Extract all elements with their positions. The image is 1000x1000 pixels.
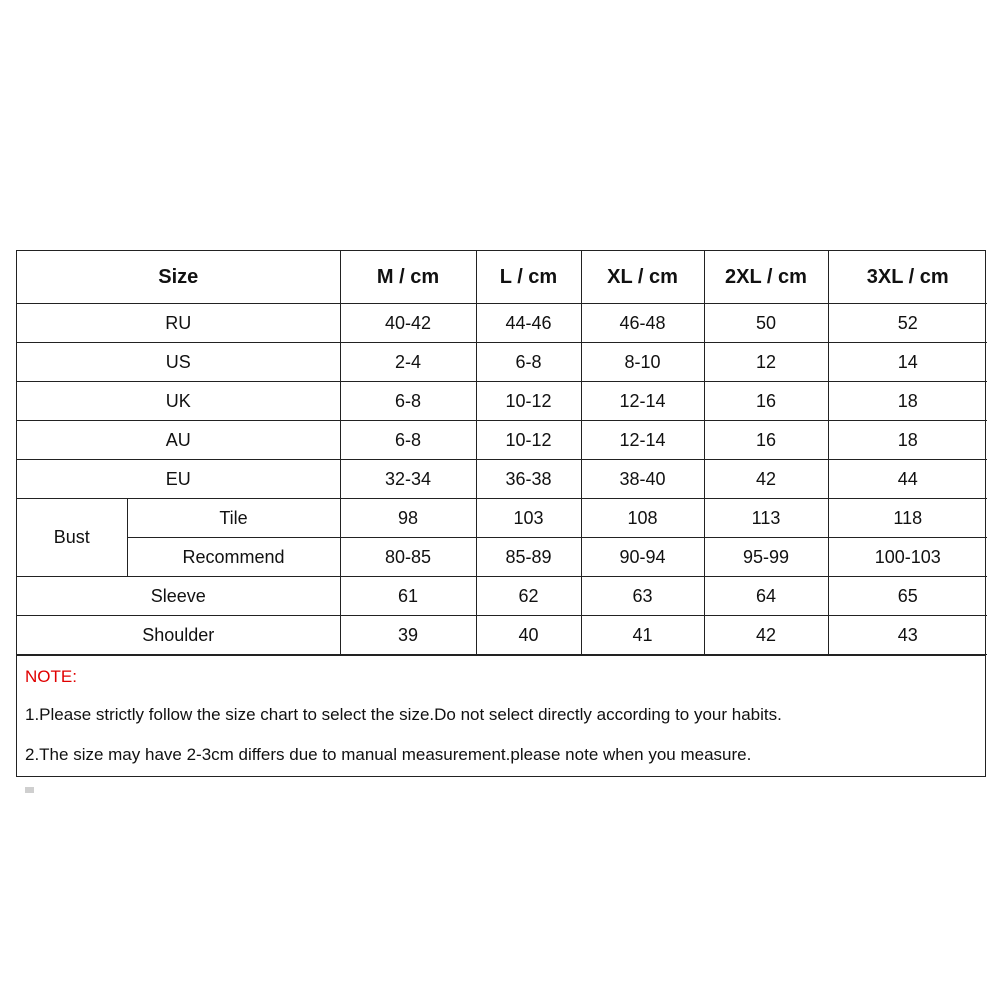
- table-cell: 10-12: [476, 382, 581, 421]
- table-row-sleeve: [17, 577, 987, 616]
- table-cell: 61: [340, 577, 476, 616]
- table-cell: 103: [476, 499, 581, 538]
- table-cell: 6-8: [476, 343, 581, 382]
- note-line-2: 2.The size may have 2-3cm differs due to manual measurement.please note when you measure.: [25, 745, 752, 764]
- table-cell: 113: [704, 499, 828, 538]
- table-cell: 42: [704, 460, 828, 499]
- table-row-eu: [17, 460, 987, 499]
- row-label: Shoulder: [17, 616, 340, 655]
- table-cell: 18: [828, 382, 987, 421]
- table-row-au: [17, 421, 987, 460]
- table-cell: 32-34: [340, 460, 476, 499]
- table-cell: 16: [704, 382, 828, 421]
- table-cell: 80-85: [340, 538, 476, 577]
- header-m: M / cm: [340, 251, 476, 304]
- table-cell: 64: [704, 577, 828, 616]
- table-cell: 6-8: [340, 421, 476, 460]
- table-cell: 63: [581, 577, 704, 616]
- note-line-1: 1.Please strictly follow the size chart to select the size.Do not select directly according to your habits.: [25, 705, 782, 724]
- table-cell: 100-103: [828, 538, 987, 577]
- table-cell: 16: [704, 421, 828, 460]
- table-cell: 85-89: [476, 538, 581, 577]
- table-cell: 42: [704, 616, 828, 655]
- table-cell: 108: [581, 499, 704, 538]
- table-cell: 65: [828, 577, 987, 616]
- note-title: NOTE:: [25, 667, 77, 686]
- size-table: [17, 251, 987, 655]
- table-row-bust-recommend: [17, 538, 987, 577]
- table-cell: 38-40: [581, 460, 704, 499]
- table-cell: 62: [476, 577, 581, 616]
- row-label: US: [17, 343, 340, 382]
- table-cell: 12-14: [581, 382, 704, 421]
- notes-section: [17, 655, 985, 776]
- table-row-uk: [17, 382, 987, 421]
- header-row: [17, 251, 987, 304]
- header-size: Size: [17, 251, 340, 304]
- row-label: EU: [17, 460, 340, 499]
- row-label: RU: [17, 304, 340, 343]
- header-2xl: 2XL / cm: [704, 251, 828, 304]
- table-cell: 36-38: [476, 460, 581, 499]
- table-cell: 52: [828, 304, 987, 343]
- table-cell: 18: [828, 421, 987, 460]
- table-row-bust-tile: [17, 499, 987, 538]
- table-cell: 40-42: [340, 304, 476, 343]
- table-cell: 44: [828, 460, 987, 499]
- table-cell: 14: [828, 343, 987, 382]
- table-row-shoulder: [17, 616, 987, 655]
- bust-label: Bust: [17, 499, 127, 577]
- size-chart: [16, 250, 986, 777]
- table-cell: 90-94: [581, 538, 704, 577]
- bust-recommend-label: Recommend: [127, 538, 340, 577]
- table-cell: 95-99: [704, 538, 828, 577]
- decorative-mark: [25, 787, 34, 793]
- table-cell: 50: [704, 304, 828, 343]
- row-label: Sleeve: [17, 577, 340, 616]
- table-row-ru: [17, 304, 987, 343]
- bust-tile-label: Tile: [127, 499, 340, 538]
- table-cell: 2-4: [340, 343, 476, 382]
- table-cell: 6-8: [340, 382, 476, 421]
- table-cell: 118: [828, 499, 987, 538]
- table-cell: 43: [828, 616, 987, 655]
- table-cell: 41: [581, 616, 704, 655]
- table-cell: 98: [340, 499, 476, 538]
- table-cell: 44-46: [476, 304, 581, 343]
- table-cell: 46-48: [581, 304, 704, 343]
- row-label: UK: [17, 382, 340, 421]
- table-row-us: [17, 343, 987, 382]
- header-l: L / cm: [476, 251, 581, 304]
- table-cell: 40: [476, 616, 581, 655]
- table-cell: 10-12: [476, 421, 581, 460]
- row-label: AU: [17, 421, 340, 460]
- header-xl: XL / cm: [581, 251, 704, 304]
- table-cell: 8-10: [581, 343, 704, 382]
- header-3xl: 3XL / cm: [828, 251, 987, 304]
- table-cell: 12-14: [581, 421, 704, 460]
- table-cell: 39: [340, 616, 476, 655]
- table-cell: 12: [704, 343, 828, 382]
